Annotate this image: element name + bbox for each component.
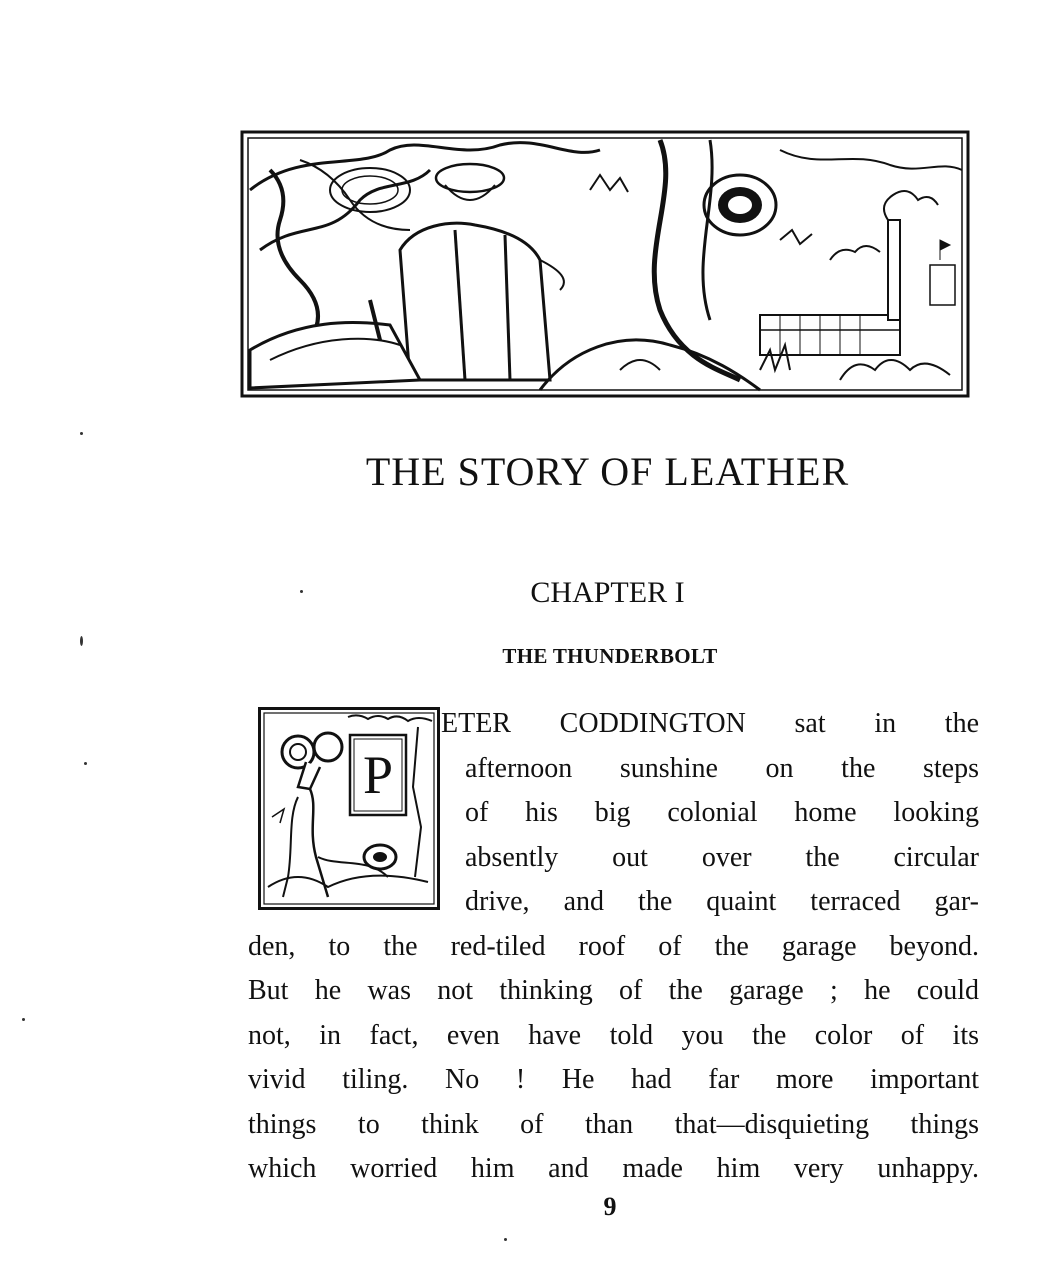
ram-ornament-icon <box>258 707 440 910</box>
body-line: vivid tiling. No ! He had far more important <box>248 1064 979 1095</box>
scan-speck <box>80 432 83 435</box>
scan-speck <box>84 762 87 765</box>
scan-speck <box>300 590 303 593</box>
header-illustration <box>240 130 970 398</box>
body-line: afternoon sunshine on the steps <box>465 753 979 784</box>
dropcap-letter: P <box>362 745 394 805</box>
body-line: not, in fact, even have told you the color of its <box>248 1020 979 1051</box>
scan-speck <box>504 1238 507 1241</box>
chapter-number: CHAPTER I <box>530 576 685 609</box>
book-title: THE STORY OF LEATHER <box>365 449 850 494</box>
body-line: drive, and the quaint terraced gar- <box>465 886 979 917</box>
page-number: 9 <box>603 1192 617 1221</box>
scan-speck <box>80 636 83 646</box>
chapter-title: THE THUNDERBOLT <box>502 644 718 668</box>
body-line: ETER CODDINGTON sat in the <box>441 708 979 739</box>
body-line: which worried him and made him very unhappy. <box>248 1153 979 1184</box>
dropcap-ornament <box>258 707 440 910</box>
body-line: den, to the red-tiled roof of the garage beyond. <box>248 931 979 962</box>
engraving-illustration-icon <box>240 130 970 398</box>
body-line: absently out over the circular <box>465 842 979 873</box>
body-line: of his big colonial home looking <box>465 797 979 828</box>
scan-speck <box>22 1018 25 1021</box>
body-line: But he was not thinking of the garage ; he could <box>248 975 979 1006</box>
body-line: things to think of than that—disquieting things <box>248 1109 979 1140</box>
